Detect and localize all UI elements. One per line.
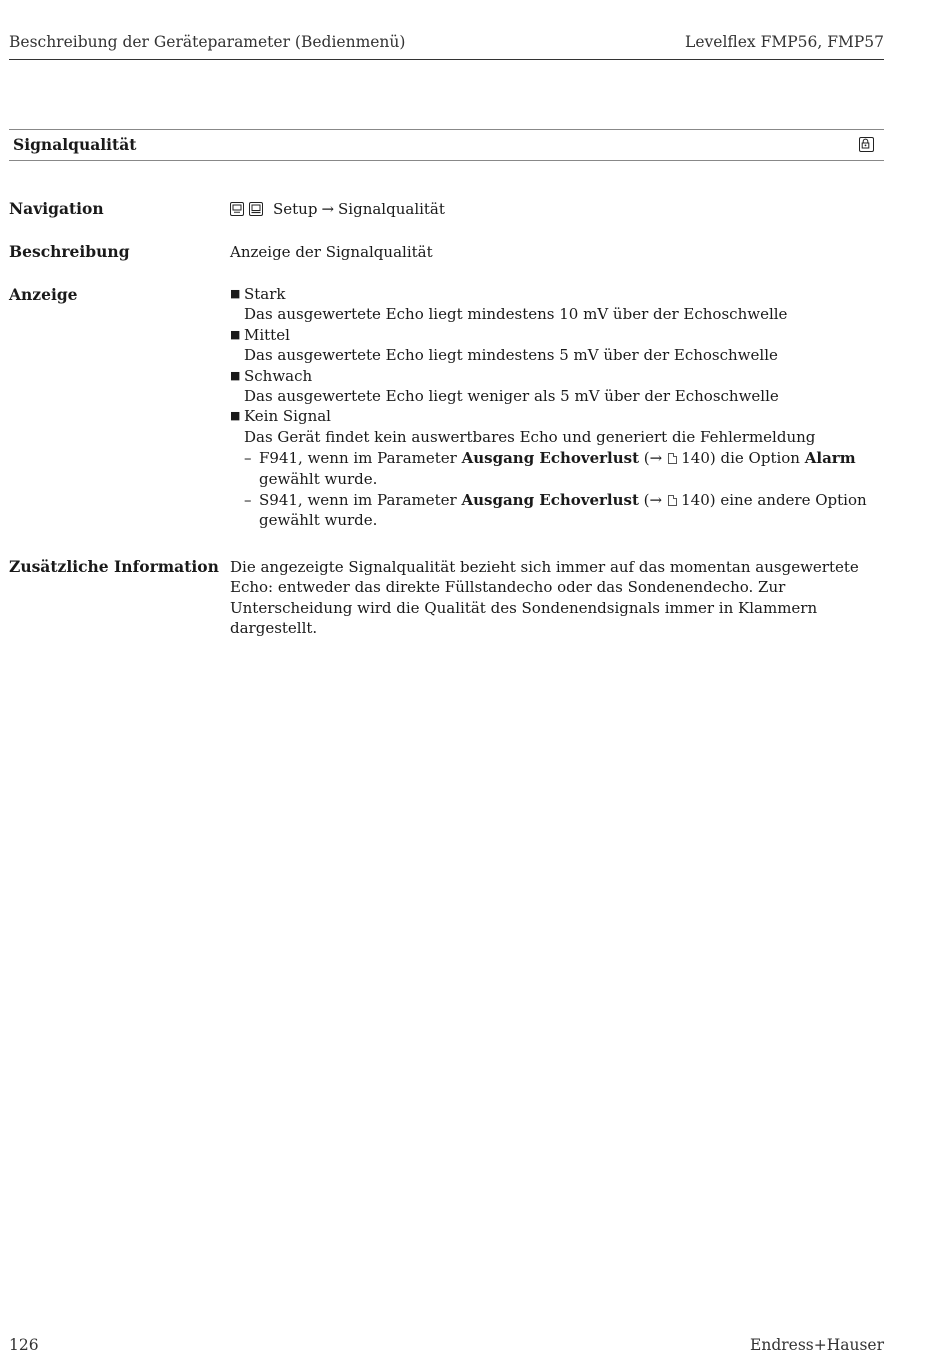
- display-options: [230, 284, 885, 531]
- parameter-link[interactable]: Ausgang Echoverlust: [461, 449, 640, 468]
- option-schwach: [230, 366, 885, 407]
- option-name: Stark: [244, 285, 286, 303]
- option-description: Das ausgewertete Echo liegt weniger als 5 mV über der Echoschwelle: [244, 387, 779, 406]
- description-label: Beschreibung: [9, 242, 130, 261]
- display-label: Anzeige: [9, 285, 78, 304]
- nav-arrow: →: [321, 200, 335, 218]
- running-header-title: Beschreibung der Geräteparameter (Bedienmenü): [9, 33, 406, 51]
- option-stark: [230, 284, 885, 325]
- section-bottom-rule: [9, 160, 884, 161]
- option-name: Kein Signal: [244, 407, 331, 426]
- option-kein-signal: [230, 406, 885, 530]
- brand-name: Endress+Hauser: [750, 1336, 884, 1354]
- display-module-icon: [230, 202, 244, 216]
- error-f941-item: – F941, wenn im Parameter Ausgang Echoverlust (→ 140) die Option Alarm gewählt wurde.: [244, 448, 885, 489]
- description-text: Anzeige der Signalqualität: [230, 243, 433, 261]
- page-reference-icon: [668, 453, 677, 464]
- additional-info-label: Zusätzliche Information: [9, 557, 219, 576]
- section-title: Signalqualität: [13, 135, 137, 154]
- error-s941-item: – S941, wenn im Parameter Ausgang Echoverlust (→ 140) eine andere Option gewählt wurde.: [244, 490, 885, 531]
- page-reference[interactable]: 140: [681, 491, 710, 510]
- option-name: Mittel: [244, 325, 290, 344]
- option-name: Schwach: [244, 366, 313, 385]
- option-mittel: [230, 325, 885, 366]
- header-divider: [9, 59, 884, 60]
- parameter-link[interactable]: Ausgang Echoverlust: [461, 491, 639, 510]
- option-description: Das ausgewertete Echo liegt mindestens 5 mV über der Echoschwelle: [244, 346, 778, 365]
- operating-tool-icon: [249, 202, 263, 216]
- nav-path-setup: Setup: [273, 200, 318, 218]
- option-description: Das Gerät findet kein auswertbares Echo und generiert die Fehlermeldung: [244, 427, 816, 446]
- page-reference-icon: [668, 495, 677, 506]
- navigation-value: [230, 199, 885, 219]
- page-reference[interactable]: 140: [681, 449, 710, 468]
- page-number: 126: [9, 1336, 39, 1354]
- navigation-label: Navigation: [9, 199, 104, 218]
- nav-path-parameter: Signalqualität: [338, 200, 445, 218]
- option-description: Das ausgewertete Echo liegt mindestens 10 mV über der Echoschwelle: [244, 305, 788, 324]
- option-alarm: Alarm: [804, 449, 856, 468]
- additional-info-text: Die angezeigte Signalqualität bezieht sich immer auf das momentan ausgewertete Echo: entweder das direkte Füllstandecho oder das Sondenendecho. Zur Unterscheidung wird die Qualität des Sondenendsignals immer in Klammern dargestellt.: [230, 558, 859, 638]
- user-role-lock-icon: [859, 137, 874, 152]
- running-header-product: Levelflex FMP56, FMP57: [685, 33, 884, 51]
- section-top-rule: [9, 129, 884, 130]
